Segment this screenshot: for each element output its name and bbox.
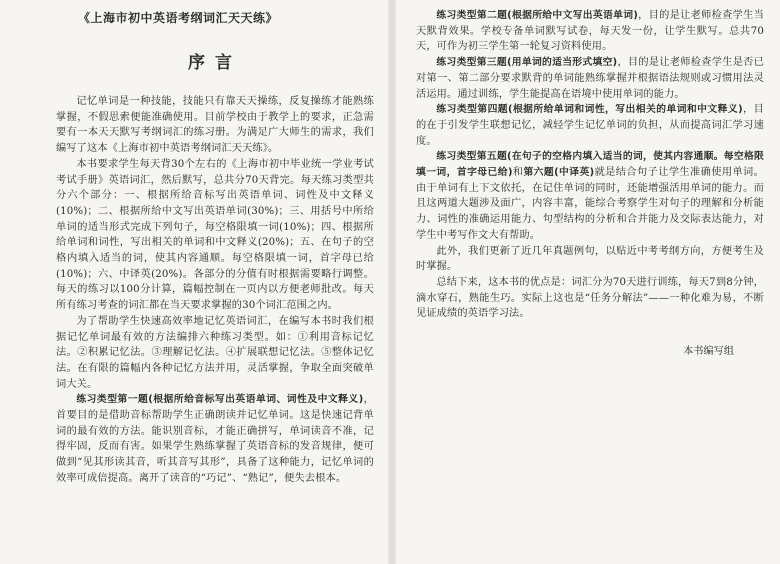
exercise-type-5-6-paragraph xyxy=(416,149,764,243)
exercise-type-4-heading: 练习类型第四题(根据所给单词和词性，写出相关的单词和中文释义) xyxy=(436,104,743,116)
book-title: 《上海市初中英语考纲词汇天天练》 xyxy=(78,11,279,25)
exercise-type-3-text: ，目的是让老师检查学生是否已对第一、第二部分要求默背的单词能熟练掌握并根据语法规则或习惯用法灵活运用。通过训练，学生能提高在语境中使用单词的能力。 xyxy=(416,57,764,100)
right-page xyxy=(396,0,780,564)
exercise-type-4-paragraph xyxy=(416,102,764,149)
exercise-type-3-paragraph xyxy=(416,55,764,102)
preface-paragraph-1: 记忆单词是一种技能，技能只有靠天天操练，反复操练才能熟练掌握，不假思索便能准确使用。目前学校由于教学上的要求，正急需要有一本天天默写考纲词汇的练习册。为满足广大师生的需求，我们编写了这本《上海市初中英语考纲词汇天天练》。 xyxy=(56,96,374,155)
update-note-paragraph: 此外，我们更新了近几年真题例句，以贴近中考考纲方向，方便考生及时掌握。 xyxy=(416,245,764,273)
summary-paragraph: 总结下来，这本书的优点是：词汇分为70天进行训练，每天7到8分钟，滴水穿石，熟能生巧。实际上这也是“任务分解法”——一种化难为易，不断见证成绩的英语学习法。 xyxy=(416,276,764,320)
exercise-type-1-text: ，首要目的是借助音标帮助学生正确朗读并记忆单词。这是快速记背单词的最有效的方法。能识别音标，才能正确拼写，单词读音不准，记得牢固，反而有害。如果学生熟练掌握了英语音标的发音规律，便可做到“见其形读其音，听其音写其形”，具备了这种能力，记忆单词的效率可成倍提高。离开了读音的“巧记”、“熟记”，便失去根本。 xyxy=(56,394,374,484)
exercise-type-1-heading: 练习类型第一题(根据所给音标写出英语单词、词性及中文释义) xyxy=(76,394,364,406)
exercise-type-5-heading: 练习类型第五题(在句子的空格内填入适当的词，使其内容通顺。每空格限填一词，首字母已给) xyxy=(416,151,764,179)
left-page xyxy=(0,0,388,564)
preface-paragraph-4 xyxy=(56,392,374,486)
exercise-type-4-text: ，目的在于引发学生联想记忆，减轻学生记忆单词的负担，从而提高词汇学习速度。 xyxy=(416,104,764,147)
editor-signature: 本书编写组 xyxy=(683,346,734,358)
page-spine xyxy=(388,0,396,564)
exercise-type-conjunction: 和 xyxy=(512,167,524,179)
exercise-type-2-text: ，目的是让老师检查学生当天默背效果。学校专备单词默写试卷，每天发一份，让学生默写。总共70天，可作为初三学生第一轮复习资料使用。 xyxy=(416,10,764,53)
preface-paragraph-2: 本书要求学生每天背30个左右的《上海市初中毕业统一学业考试考试手册》英语词汇，然后默写，总共分70天背完。每天练习类型共分六个部分：一、根据所给音标写出英语单词、词性及中文释义(10%)；二、根据所给中文写出英语单词(30%)；三、用括号中所给单词的适当形式完成下列句子，每空格限填一词(10%)；四、根据所给单词和词性，写出相关的单词和中文释义(20%)；五、在句子的空格内填入适当的词，使其内容通顺。每空格限填一词，首字母已给(10%)；六、中译英(20%)。各部分的分值有时根据需要略行调整。每天的练习以100分计算，篇幅控制在一页内以方便老师批改。每天所有练习考查的词汇都在当天要求掌握的30个词汇范围之内。 xyxy=(56,158,374,312)
exercise-type-2-paragraph xyxy=(416,8,764,55)
exercise-type-2-heading: 练习类型第二题(根据所给中文写出英语单词) xyxy=(436,10,638,21)
exercise-type-5-6-text: 就是结合句子让学生准确使用单词。由于单词有上下文依托，在记住单词的同时，还能增强活用单词的能力。而且这两道大题涉及面广，内容丰富，能综合考察学生对句子的理解和分析能力、词性的准确运用能力、句型结构的分析和合并能力及交际表达能力，对学生中考写作文大有帮助。 xyxy=(416,167,765,241)
exercise-type-6-heading: 第六题(中译英) xyxy=(523,167,595,179)
preface-heading: 序言 xyxy=(188,53,242,73)
exercise-type-3-heading: 练习类型第三题(用单词的适当形式填空) xyxy=(436,57,618,69)
preface-paragraph-3: 为了帮助学生快速高效率地记忆英语词汇，在编写本书时我们根据记忆单词最有效的方法编排六种练习类型。如：①利用音标记忆法。②积累记忆法。③理解记忆法。④扩展联想记忆法。⑤整体记忆法。在有限的篇幅内各种记忆方法并用，灵活掌握，争取全面突破单词大关。 xyxy=(56,315,374,390)
